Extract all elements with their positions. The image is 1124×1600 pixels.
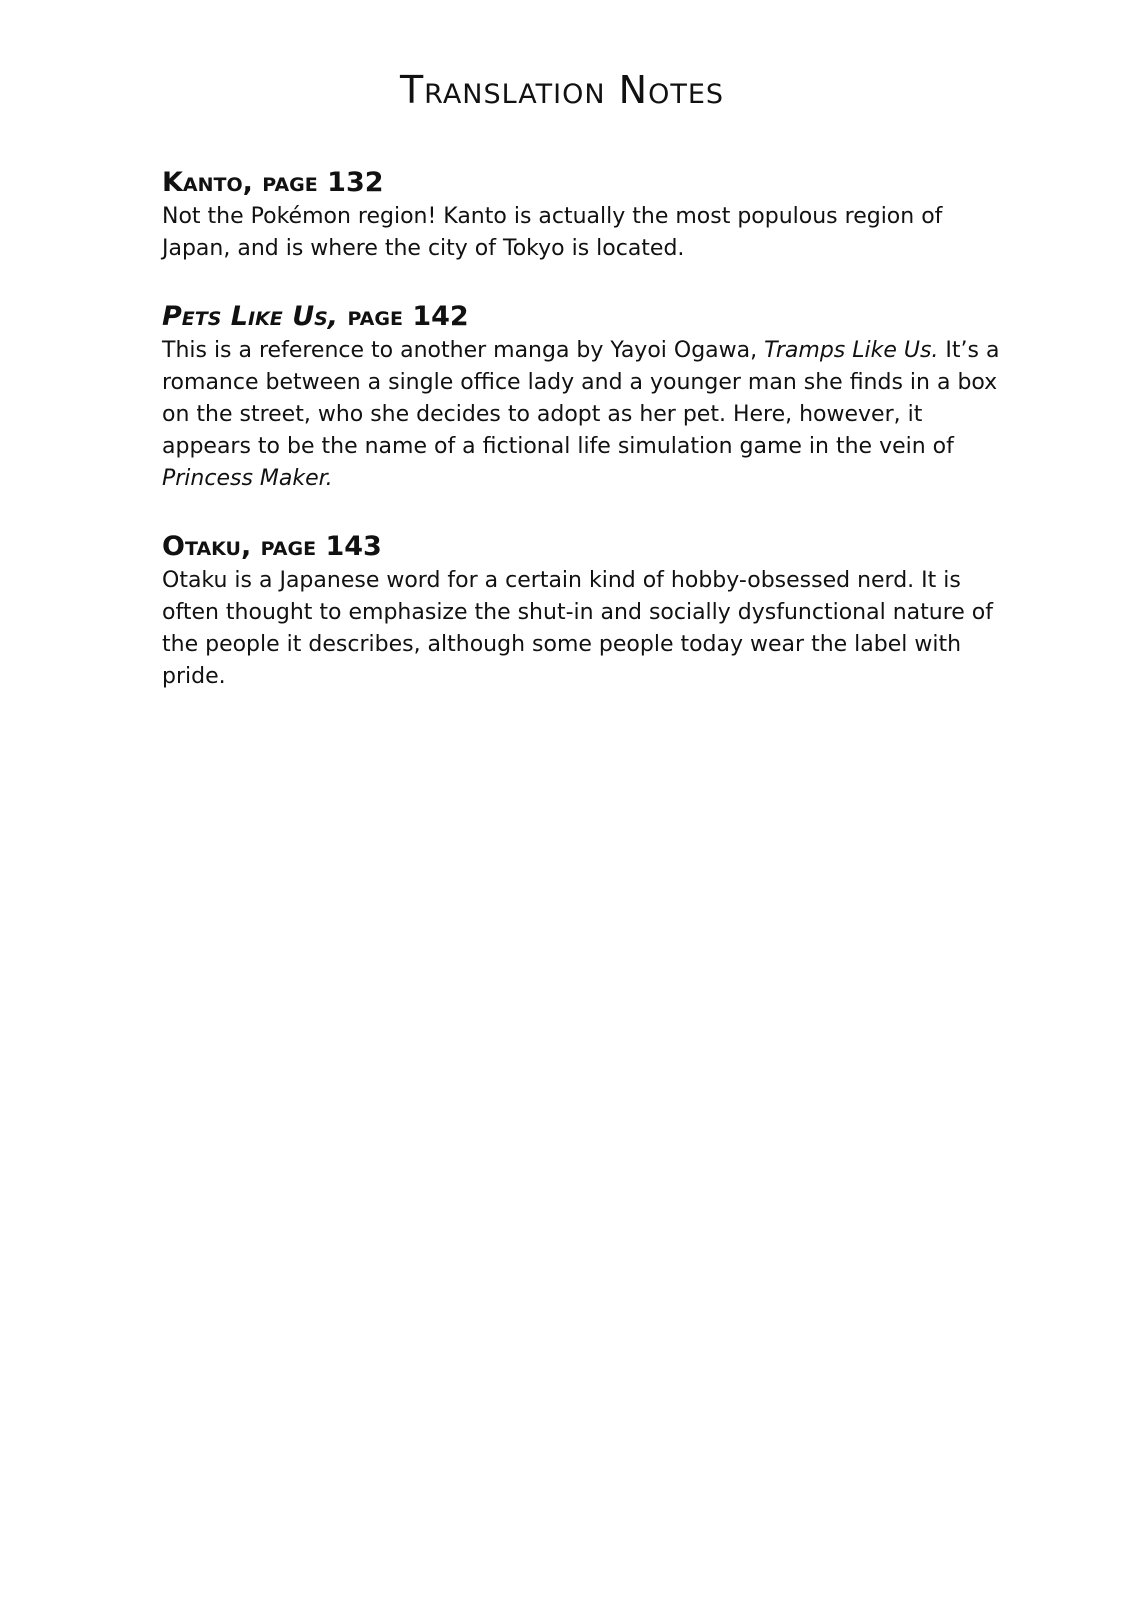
note-body: Not the Pokémon region! Kanto is actually the most populous region of Japan, and is where the city of Tokyo is located. [162, 204, 943, 261]
note-pets-like-us [162, 299, 1012, 495]
note-body-text: This is a reference to another manga by Yayoi Ogawa, [162, 338, 765, 363]
note-kanto [162, 165, 1012, 265]
note-heading [162, 299, 1012, 335]
manga-title: Tramps Like Us. [764, 338, 939, 363]
note-body [162, 335, 1012, 495]
game-title: Princess Maker. [162, 466, 333, 491]
note-heading: Otaku, page 143 [162, 531, 382, 562]
page-title: Translation Notes [399, 68, 725, 112]
note-heading-page: page 142 [338, 301, 469, 332]
note-body-text: It’s a romance between a single office lady and a younger man she finds in a box on the street, who she decides to adopt as her pet. Here, however, it appears to be the name of a fictional life simulation game in the vein of [162, 338, 1000, 459]
note-heading: Kanto, page 132 [162, 167, 384, 198]
notes-list [162, 165, 1012, 727]
note-otaku [162, 529, 1012, 693]
note-body: Otaku is a Japanese word for a certain kind of hobby-obsessed nerd. It is often thought to emphasize the shut-in and socially dysfunctional nature of the people it describes, although some people today wear the label with pride. [162, 568, 993, 689]
note-heading-term: Pets Like Us, [162, 301, 339, 332]
